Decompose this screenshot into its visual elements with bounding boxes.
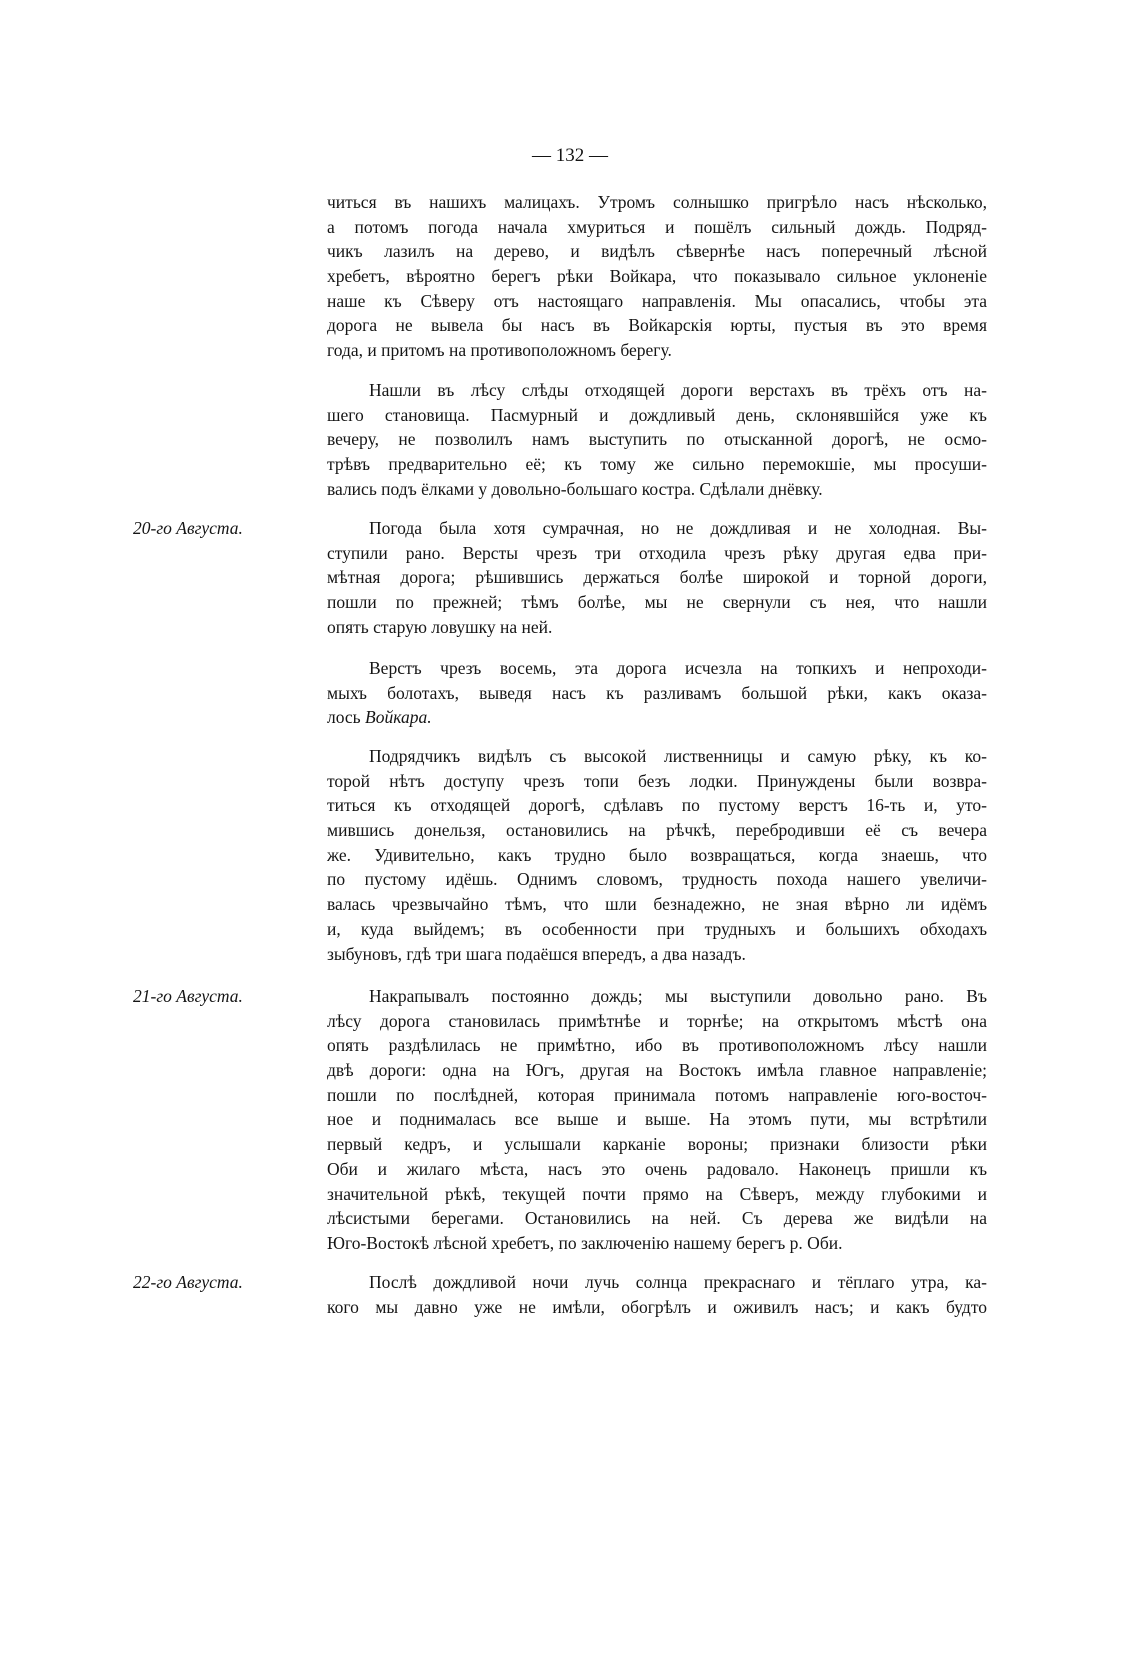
text-line: хребетъ, вѣроятно берегъ рѣки Войкара, что показывало сильное уклоненіе xyxy=(327,266,987,287)
text-line: ное и поднималась все выше и выше. На этомъ пути, мы встрѣтили xyxy=(327,1109,987,1130)
text-line: лѣсу дорога становилась примѣтнѣе и торнѣе; на открытомъ мѣстѣ она xyxy=(327,1010,987,1031)
text-line: первый кедръ, и услышали карканіе вороны; признаки близости рѣки xyxy=(327,1134,987,1155)
paragraph xyxy=(327,378,987,501)
paragraph xyxy=(327,656,987,730)
paragraph xyxy=(327,516,987,639)
text-line: валась чрезвычайно тѣмъ, что шли безнадежно, не зная вѣрно ли идёмъ xyxy=(327,894,987,915)
text-line: пошли по послѣдней, которая принимала потомъ направленіе юго-восточ- xyxy=(327,1084,987,1105)
text-line: трѣвъ предварительно её; къ тому же сильно перемокшіе, мы просуши- xyxy=(327,454,987,475)
text-line: Юго-Востокѣ лѣсной хребетъ, по заключенію нашему берегъ р. Оби. xyxy=(327,1232,843,1253)
text-line xyxy=(327,705,987,730)
margin-date-note: 20-го Августа. xyxy=(133,518,243,538)
text-line: года, и притомъ на противоположномъ берегу. xyxy=(327,340,672,361)
text-line: же. Удивительно, какъ трудно было возвращаться, когда знаешь, что xyxy=(327,844,987,865)
paragraph xyxy=(327,190,987,363)
text-line: мѣтная дорога; рѣшившись держаться болѣе широкой и торной дороги, xyxy=(327,567,987,588)
text-line: кого мы давно уже не имѣли, обогрѣлъ и оживилъ насъ; и какъ будто xyxy=(327,1296,987,1317)
text-line: ступили рано. Версты чрезъ три отходила чрезъ рѣку другая едва при- xyxy=(327,542,987,563)
text-line: мыхъ болотахъ, выведя насъ къ разливамъ большой рѣки, какъ оказа- xyxy=(327,682,987,703)
text-line: Накрапывалъ постоянно дождь; мы выступили довольно рано. Въ xyxy=(369,986,987,1006)
text-line: и, куда выйдемъ; въ особенности при трудныхъ и большихъ обходахъ xyxy=(327,918,987,939)
text-line: Послѣ дождливой ночи лучь солнца прекраснаго и тёплаго утра, ка- xyxy=(369,1272,987,1292)
text-line: зыбуновъ, гдѣ три шага подаёшся впередъ, а два назадъ. xyxy=(327,943,746,964)
text-line: лѣсистыми берегами. Остановились на ней. Съ дерева же видѣли на xyxy=(327,1208,987,1229)
text-line: а потомъ погода начала хмуриться и пошёлъ сильный дождь. Подряд- xyxy=(327,216,987,237)
text-line: пошли по прежней; тѣмъ болѣе, мы не свернули съ нея, что нашли xyxy=(327,592,987,613)
page-number: — 132 — xyxy=(532,145,608,166)
text-line: наше къ Сѣверу отъ настоящаго направленія. Мы опасались, чтобы эта xyxy=(327,290,987,311)
margin-date-note: 21-го Августа. xyxy=(133,986,243,1006)
text-line: опять раздѣлилась не примѣтно, ибо въ противоположномъ лѣсу нашли xyxy=(327,1035,987,1056)
text-line: опять старую ловушку на ней. xyxy=(327,616,553,637)
text-line: Подрядчикъ видѣлъ съ высокой лиственницы и самую рѣку, къ ко- xyxy=(369,746,987,766)
margin-date-note: 22-го Августа. xyxy=(133,1272,243,1292)
text-line: чикъ лазилъ на дерево, и видѣлъ сѣвернѣе насъ поперечный лѣсной xyxy=(327,241,987,262)
text-line: вались подъ ёлками у довольно-большаго костра. Сдѣлали днёвку. xyxy=(327,478,823,499)
paragraph xyxy=(327,1270,987,1319)
paragraph xyxy=(327,984,987,1256)
text-line: шего становища. Пасмурный и дождливый день, склонявшійся уже къ xyxy=(327,404,987,425)
text-line: значительной рѣкѣ, текущей почти прямо на Сѣверъ, между глубокими и xyxy=(327,1183,987,1204)
text-line: мившись донельзя, остановились на рѣчкѣ, перебродивши её съ вечера xyxy=(327,820,987,841)
paragraph xyxy=(327,744,987,966)
italic-place-name: Войкара. xyxy=(365,707,432,728)
text-line: двѣ дороги: одна на Югъ, другая на Востокъ имѣла главное направленіе; xyxy=(327,1060,987,1081)
text-line: дорога не вывела бы насъ въ Войкарскія юрты, пустыя въ это время xyxy=(327,315,987,336)
text-line: Нашли въ лѣсу слѣды отходящей дороги верстахъ въ трёхъ отъ на- xyxy=(369,380,987,400)
text-segment: лось xyxy=(327,707,366,728)
text-line: Верстъ чрезъ восемь, эта дорога исчезла на топкихъ и непроходи- xyxy=(369,658,987,678)
text-line: читься въ нашихъ малицахъ. Утромъ солнышко пригрѣло насъ нѣсколько, xyxy=(327,192,987,212)
text-line: торой нѣтъ доступу чрезъ топи безъ лодки. Принуждены были возвра- xyxy=(327,770,987,791)
text-line: Погода была хотя сумрачная, но не дождливая и не холодная. Вы- xyxy=(369,518,987,538)
text-line: титься къ отходящей дорогѣ, сдѣлавъ по пустому верстъ 16-ть и, уто- xyxy=(327,795,987,816)
text-line: Оби и жилаго мѣста, насъ это очень радовало. Наконецъ пришли къ xyxy=(327,1158,987,1179)
text-line: по пустому идёшь. Однимъ словомъ, трудность похода нашего увеличи- xyxy=(327,869,987,890)
text-line: вечеру, не позволилъ намъ выступить по отысканной дорогѣ, не осмо- xyxy=(327,429,987,450)
